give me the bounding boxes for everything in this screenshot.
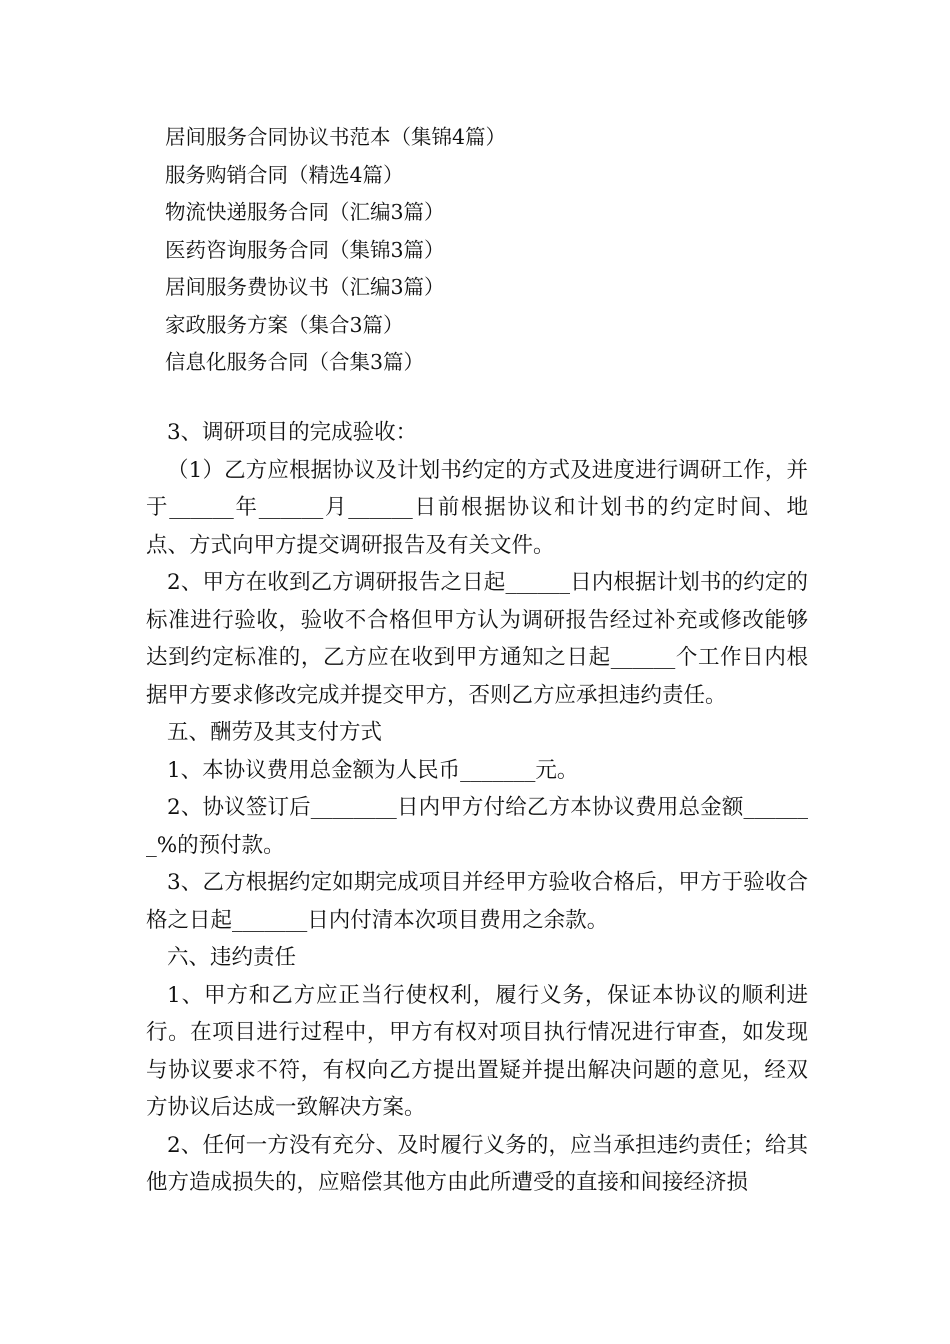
section-heading-liability: 六、违约责任 bbox=[167, 945, 297, 970]
paragraph-payment-2: 2、协议签订后________日内甲方付给乙方本协议费用总金额_______%的预付款。 bbox=[146, 795, 808, 858]
paragraph-acceptance-1: （1）乙方应根据协议及计划书约定的方式及进度进行调研工作，并于______年______月______日前根据协议和计划书的约定时间、地点、方式向甲方提交调研报告及有关文件。 bbox=[146, 457, 808, 558]
related-link-6[interactable]: 家政服务方案（集合3篇） bbox=[165, 312, 404, 337]
paragraph-liability-2: 2、任何一方没有充分、及时履行义务的，应当承担违约责任；给其他方造成损失的，应赔偿其他方由此所遭受的直接和间接经济损 bbox=[146, 1132, 808, 1195]
contract-body bbox=[146, 414, 808, 1202]
section-heading-acceptance: 3、调研项目的完成验收： bbox=[167, 420, 418, 445]
section-heading-payment: 五、酬劳及其支付方式 bbox=[167, 720, 383, 745]
related-link-4[interactable]: 医药咨询服务合同（集锦3篇） bbox=[165, 237, 445, 262]
related-link-3[interactable]: 物流快递服务合同（汇编3篇） bbox=[165, 200, 445, 224]
paragraph-payment-3: 3、乙方根据约定如期完成项目并经甲方验收合格后，甲方于验收合格之日起_______日内付清本次项目费用之余款。 bbox=[146, 870, 808, 933]
related-link-2[interactable]: 服务购销合同（精选4篇） bbox=[165, 162, 404, 187]
paragraph-liability-1: 1、甲方和乙方应正当行使权利，履行义务，保证本协议的顺利进行。在项目进行过程中，甲方有权对项目执行情况进行审查，如发现与协议要求不符，有权向乙方提出置疑并提出解决问题的意见，经双方协议后达成一致解决方案。 bbox=[146, 982, 808, 1120]
paragraph-payment-1: 1、本协议费用总金额为人民币_______元。 bbox=[167, 757, 579, 783]
related-link-7[interactable]: 信息化服务合同（合集3篇） bbox=[165, 350, 425, 374]
paragraph-acceptance-2: 2、甲方在收到乙方调研报告之日起______日内根据计划书的约定的标准进行验收，验收不合格但甲方认为调研报告经过补充或修改能够达到约定标准的，乙方应在收到甲方通知之日起______个工作日内根据甲方要求修改完成并提交甲方，否则乙方应承担违约责任。 bbox=[146, 570, 808, 708]
related-link-1[interactable]: 居间服务合同协议书范本（集锦4篇） bbox=[165, 125, 507, 149]
related-link-5[interactable]: 居间服务费协议书（汇编3篇） bbox=[165, 275, 445, 299]
related-links-list bbox=[165, 119, 805, 382]
